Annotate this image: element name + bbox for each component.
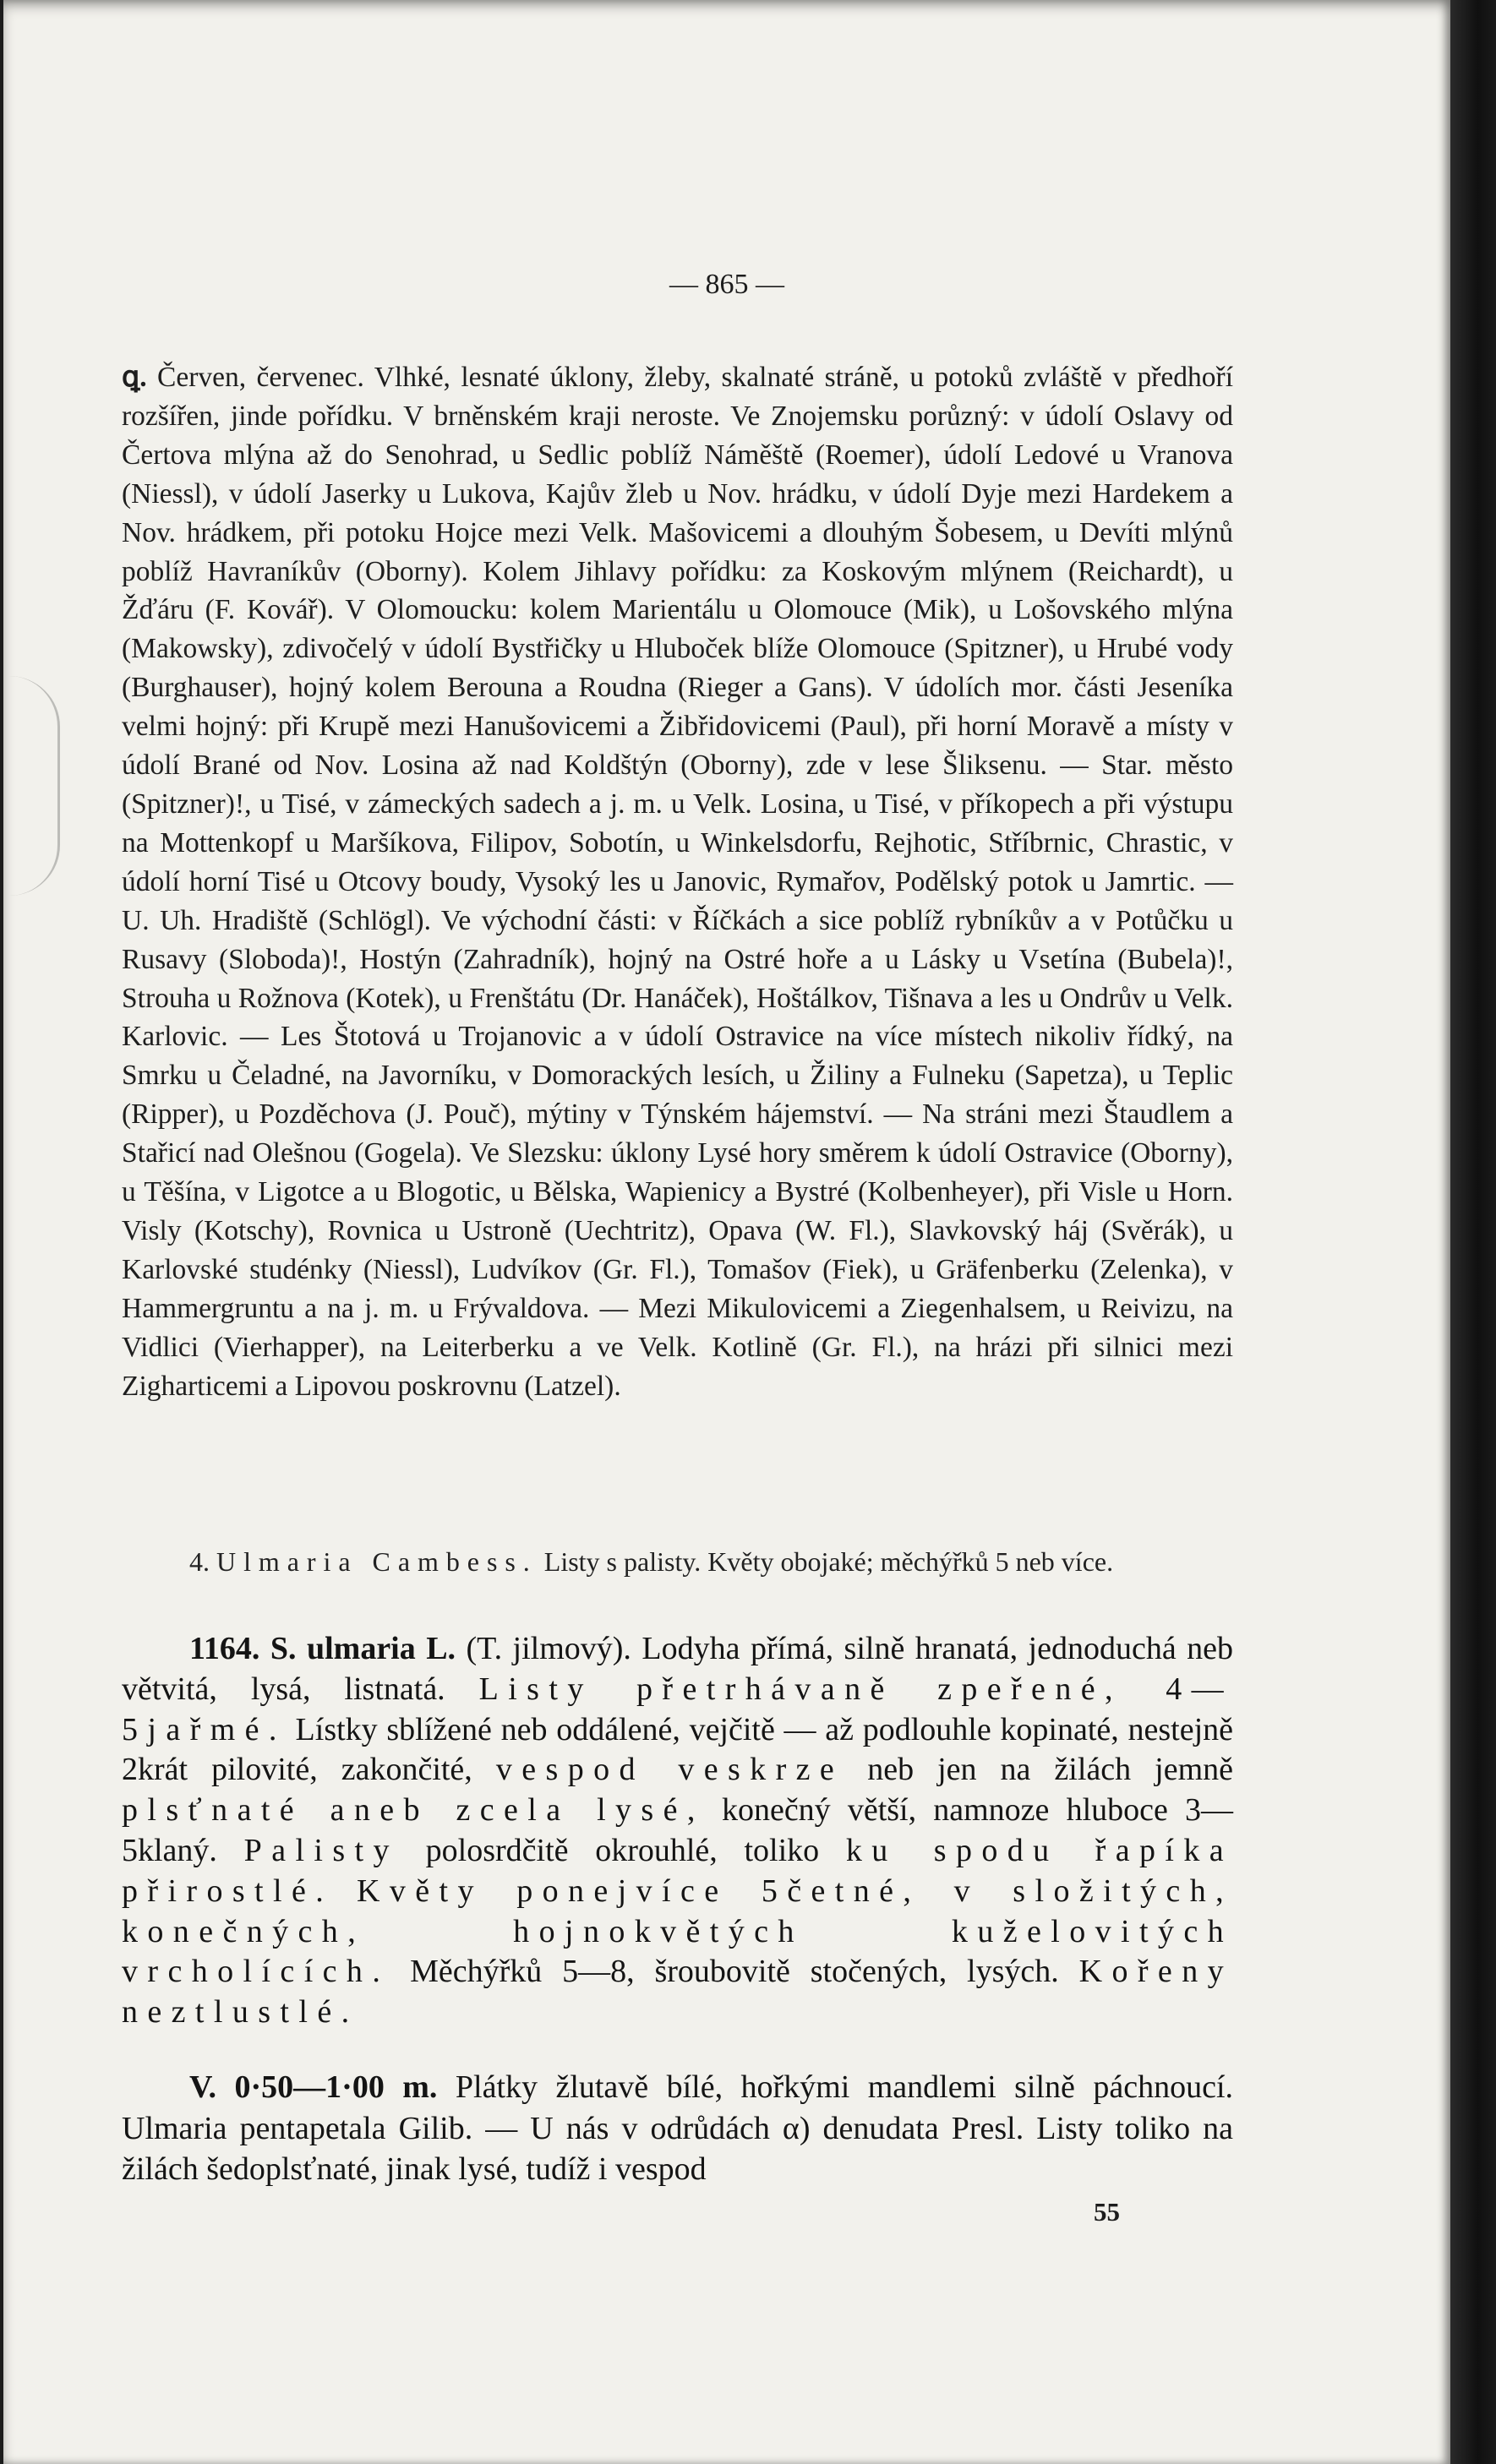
desc-felted: plsťnaté aneb zcela lysé,	[122, 1792, 705, 1829]
desc-leaflets: Lístky sblížené neb oddálené, vejčitě — až podlouhle kopinaté, nestejně 2krát pilovité, zakončité,	[122, 1711, 1234, 1788]
size-range: V. 0·50—1·00 m.	[189, 2069, 438, 2105]
section-heading	[122, 1544, 1233, 1579]
book-page	[3, 0, 1450, 2464]
desc-stipule-shape: polosrdčitě okrouhlé, toliko	[425, 1832, 820, 1868]
previous-species-text	[122, 358, 1233, 1405]
variety-text: Plátky žlutavě bílé, hořkými mandlemi silně páchnoucí. Ulmaria pentapetala Gilib. — U nás v odrůdách α) denudata Presl. Listy toliko na žilách šedoplsťnaté, jinak lysé, tudíž i vespod	[122, 2069, 1234, 2187]
desc-leaves: Listy přetrhávaně zpeřené, 4—5jařmé.	[122, 1671, 1234, 1747]
variety-paragraph	[122, 2067, 1233, 2190]
section-number: 4.	[189, 1546, 210, 1577]
desc-flowers: Květy ponejvíce 5četné, v složitých, konečných, hojnokvětých kuželovitých vrcholících.	[122, 1873, 1233, 1990]
section-description: Listy s palisty. Květy obojaké; měchýřků 5 neb více.	[543, 1546, 1114, 1577]
page-number: — 865 —	[669, 269, 784, 300]
desc-veins: neb jen na žilách jemně	[867, 1752, 1234, 1788]
species-description	[122, 1629, 1233, 2033]
species-number: 1164.	[189, 1631, 260, 1666]
distribution-paragraph: Červen, červenec. Vlhké, lesnaté úklony, žleby, skalnaté stráně, u potoků zvláště v předhoří rozšířen, jinde pořídku. V brněnském kraji neroste. Ve Znojemsku porůzný: v údolí Oslavy od Čertova mlýna až do Senohrad, u Sedlic poblíž Náměště (Roemer), údolí Ledové u Vranova (Niessl), v údolí Jaserky u Lukova, Kajův žleb u Nov. hrádku, v údolí Dyje mezi Hardekem a Nov. hrádkem, při potoku Hojce mezi Velk. Mašovicemi a dlouhým Šobesem, u Devíti mlýnů poblíž Havraníkův (Oborny). Kolem Jihlavy pořídku: za Koskovým mlýnem (Reichardt), u Žďáru (F. Kovář). V Olomoucku: kolem Marientálu u Olomouce (Mik), u Lošovského mlýna (Makowsky), zdivočelý v údolí Bystřičky u Hluboček blíže Olomouce (Spitzner), u Hrubé vody (Burghauser), hojný kolem Berouna a Roudna (Rieger a Gans). V údolích mor. části Jeseníka velmi hojný: při Krupě mezi Hanušovicemi a Žibřidovicemi (Paul), při horní Moravě a místy v údolí Brané od Nov. Losina až nad Koldštýn (Oborny), zde v lese Šliksenu. — Star. město (Spitzner)!, u Tisé, v zámeckých sadech a j. m. u Velk. Losina, u Tisé, v příkopech a při výstupu na Mottenkopf u Maršíkova, Filipov, Sobotín, u Winkelsdorfu, Rejhotic, Stříbrnic, Chrastic, v údolí horní Tisé u Otcovy boudy, Vysoký les u Janovic, Rymařov, Podělský potok u Jamrtic. — U. Uh. Hradiště (Schlögl). Ve východní části: v Říčkách a sice poblíž rybníkův a v Potůčku u Rusavy (Sloboda)!, Hostýn (Zahradník), hojný na Ostré hoře a u Lásky u Vsetína (Bubela)!, Strouha u Rožnova (Kotek), u Frenštátu (Dr. Hanáček), Hoštálkov, Tišnava a les u Ondrův u Velk. Karlovic. — Les Štotová u Trojanovic a v údolí Ostravice na více místech nikoliv řídký, na Smrku u Čeladné, na Javorníku, v Domorackých lesích, u Žiliny a Fulneku (Sapetza), u Teplic (Ripper), u Pozděchova (J. Pouč), mýtiny v Týnském hájemství. — Na stráni mezi Štaudlem a Stařicí nad Olešnou (Gogela). Ve Slezsku: úklony Lysé hory směrem k údolí Ostravice (Oborny), u Těšína, v Ligotce a u Blogotic, u Bělska, Wapienicy a Bystré (Kolbenheyer), při Visle u Horn. Visly (Kotschy), Rovnica u Ustroně (Uechtritz), Opava (W. Fl.), Slavkovský háj (Svěrák), u Karlovské studénky (Niessl), Ludvíkov (Gr. Fl.), Tomašov (Fiek), u Gräfenberku (Zelenka), v Hammergruntu a na j. m. u Frývaldova. — Mezi Mikulovicemi a Ziegenhalsem, u Reivizu, na Vidlici (Vierhapper), na Leiterberku a ve Velk. Kotlině (Gr. Fl.), na hrázi při silnici mezi Zigharticemi a Lipovou poskrovnu (Latzel).	[122, 362, 1234, 1402]
desc-stipules: Palisty	[243, 1832, 399, 1868]
desc-roots: Kořeny neztlustlé.	[122, 1954, 1233, 2031]
section-name: Ulmaria Cambess.	[216, 1546, 538, 1577]
book-spine-shadow	[1450, 0, 1496, 2464]
desc-petiole: ku spodu řapíka přirostlé.	[122, 1832, 1234, 1909]
desc-stem: Lodyha přímá, silně hranatá, jednoduchá neb větvitá, lysá, listnatá.	[122, 1631, 1234, 1707]
desc-underside: vespod veskrze	[495, 1752, 844, 1788]
desc-follicles: Měchýřků 5—8, šroubovitě stočených, lysých.	[410, 1954, 1059, 1990]
desc-terminal: konečný větší, namnoze hluboce 3—5klaný.	[122, 1792, 1234, 1868]
species-czech-name: (T. jilmový).	[466, 1631, 631, 1666]
signature-mark: 55	[1094, 2197, 1120, 2227]
species-name: S. ulmaria L.	[270, 1631, 456, 1666]
flowering-marker: ꝗ.	[122, 362, 147, 393]
page-curl-shadow	[7, 676, 60, 896]
